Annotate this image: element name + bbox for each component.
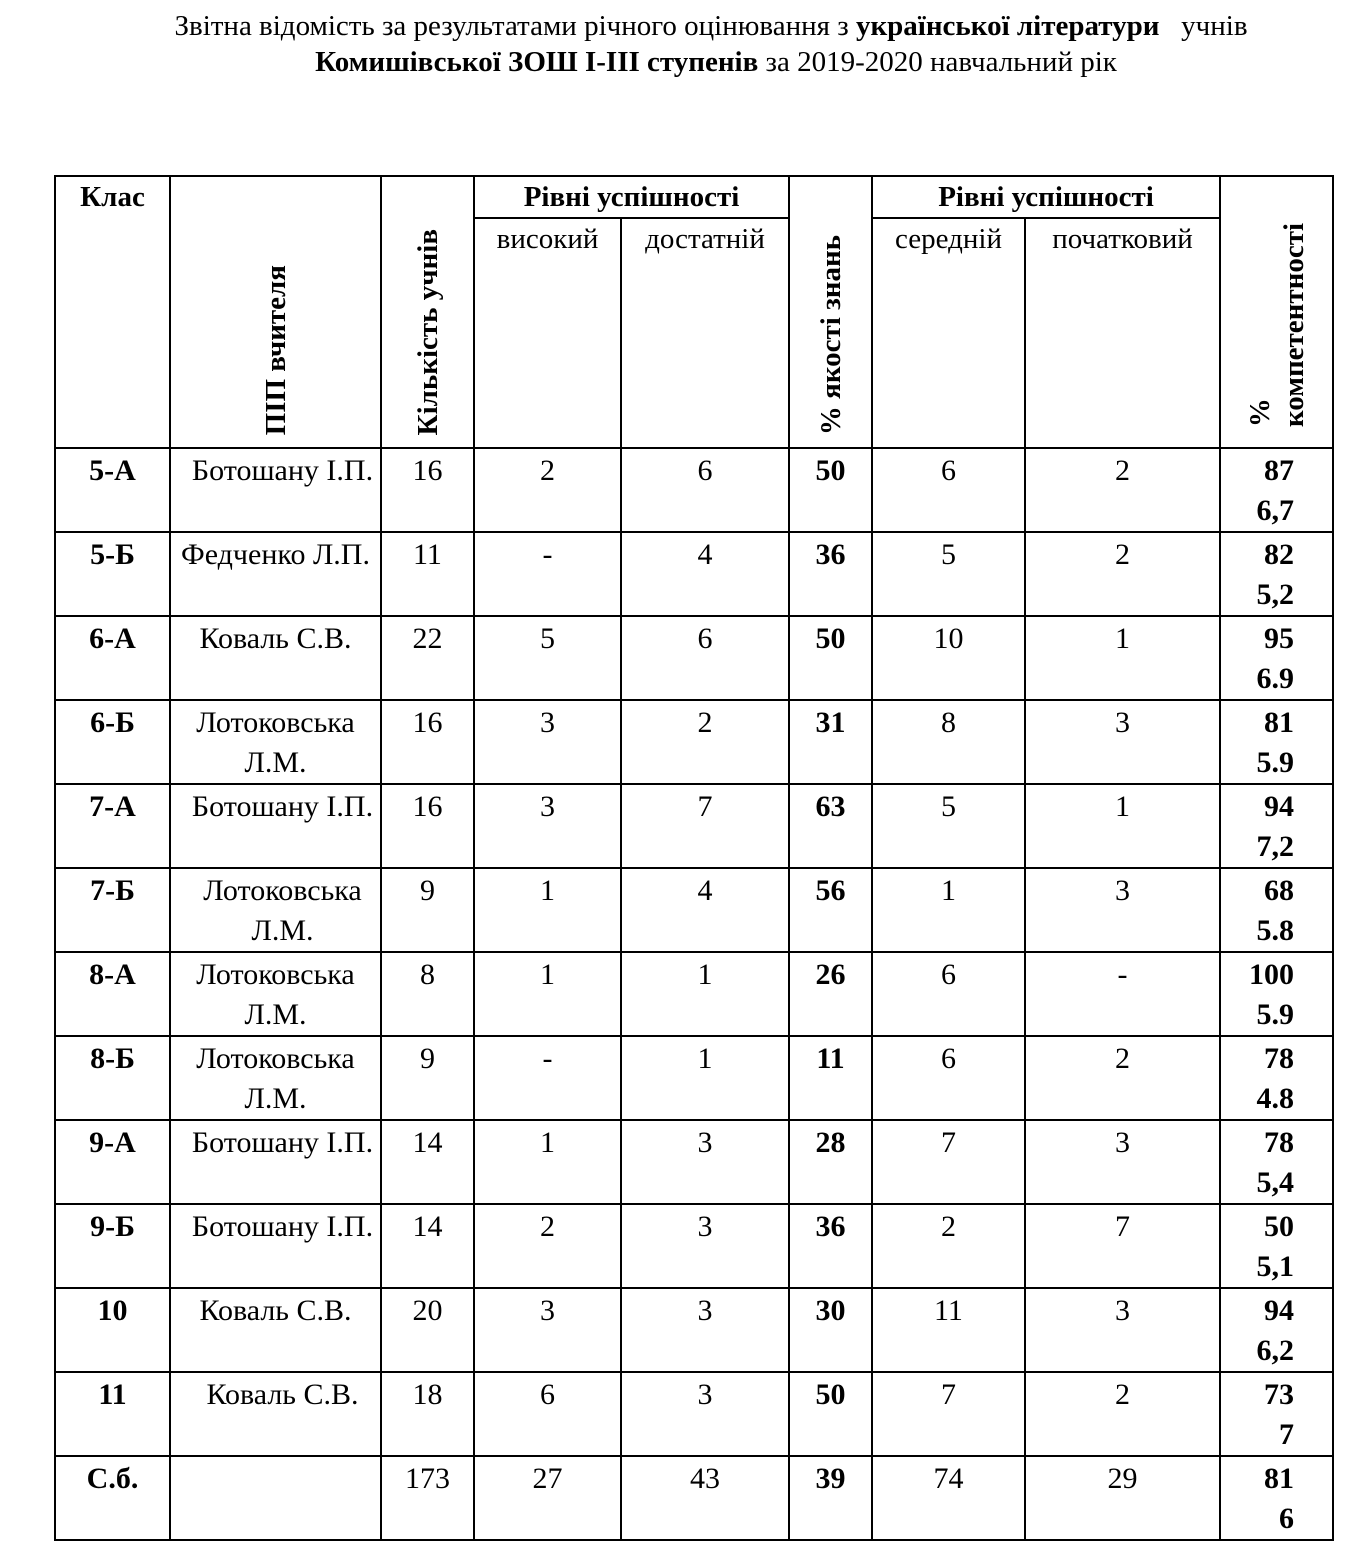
cell-quality: 56: [789, 868, 872, 952]
table-row: [55, 532, 1333, 616]
cell-sufficient: 1: [621, 1036, 789, 1120]
cell-sufficient: 3: [621, 1120, 789, 1204]
cell-sufficient: 7: [621, 784, 789, 868]
cell-class: 7-А: [55, 784, 170, 868]
table-row: [55, 868, 1333, 952]
title-subject: української літератури: [855, 10, 1160, 42]
competence-percent: 68: [1264, 874, 1294, 907]
cell-class: 11: [55, 1372, 170, 1456]
cell-students: 173: [381, 1456, 474, 1540]
cell-competence: [1220, 700, 1333, 784]
title-suffix: учнів: [1159, 10, 1248, 42]
cell-initial: 2: [1025, 448, 1220, 532]
cell-teacher: Коваль С.В.: [170, 1288, 381, 1372]
cell-sufficient: 4: [621, 532, 789, 616]
competence-percent: 78: [1264, 1126, 1294, 1159]
cell-teacher: Лотоковська Л.М.: [170, 1036, 381, 1120]
cell-class: 8-А: [55, 952, 170, 1036]
cell-initial: 1: [1025, 616, 1220, 700]
header-teacher: [170, 176, 381, 448]
table-row: [55, 784, 1333, 868]
cell-students: 16: [381, 784, 474, 868]
competence-percent: 78: [1264, 1042, 1294, 1075]
cell-sufficient: 6: [621, 448, 789, 532]
table-row: [55, 1036, 1333, 1120]
cell-initial: 3: [1025, 1120, 1220, 1204]
cell-initial: 3: [1025, 700, 1220, 784]
cell-high: 3: [474, 700, 621, 784]
title-year: за 2019-2020 навчальний рік: [758, 46, 1117, 78]
cell-initial: 2: [1025, 1036, 1220, 1120]
header-initial: початковий: [1025, 218, 1220, 448]
cell-class: 8-Б: [55, 1036, 170, 1120]
header-students-label: Кількість учнів: [411, 228, 444, 435]
cell-average: 1: [872, 868, 1025, 952]
cell-sufficient: 4: [621, 868, 789, 952]
header-competence-percent: %: [1243, 398, 1276, 427]
cell-average: 2: [872, 1204, 1025, 1288]
cell-sufficient: 1: [621, 952, 789, 1036]
cell-initial: 1: [1025, 784, 1220, 868]
header-students: [381, 176, 474, 448]
cell-quality: 11: [789, 1036, 872, 1120]
cell-class: 6-А: [55, 616, 170, 700]
competence-percent: 82: [1264, 538, 1294, 571]
cell-quality: 36: [789, 1204, 872, 1288]
cell-class: 5-Б: [55, 532, 170, 616]
header-teacher-label: ПІП вчителя: [259, 264, 292, 435]
cell-initial: 3: [1025, 1288, 1220, 1372]
header-average: середній: [872, 218, 1025, 448]
cell-teacher: Ботошану І.П.: [170, 448, 381, 532]
table-row: [55, 1456, 1333, 1540]
cell-high: 2: [474, 448, 621, 532]
cell-sufficient: 2: [621, 700, 789, 784]
title-line-2: [0, 44, 1352, 80]
cell-class: С.б.: [55, 1456, 170, 1540]
cell-students: 18: [381, 1372, 474, 1456]
cell-students: 16: [381, 448, 474, 532]
average-score: 6,7: [1256, 494, 1294, 527]
report-title: [0, 8, 1352, 80]
cell-high: -: [474, 1036, 621, 1120]
cell-average: 5: [872, 532, 1025, 616]
cell-high: 5: [474, 616, 621, 700]
cell-competence: [1220, 868, 1333, 952]
average-score: 7,2: [1256, 830, 1294, 863]
header-competence-word: компетентності: [1277, 222, 1310, 427]
average-score: 5,1: [1256, 1250, 1294, 1283]
cell-teacher: Коваль С.В.: [170, 616, 381, 700]
competence-percent: 100: [1249, 958, 1294, 991]
cell-quality: 39: [789, 1456, 872, 1540]
cell-competence: [1220, 532, 1333, 616]
competence-percent: 94: [1264, 1294, 1294, 1327]
results-table: [54, 175, 1334, 1541]
cell-high: 1: [474, 1120, 621, 1204]
cell-high: 1: [474, 952, 621, 1036]
cell-class: 9-Б: [55, 1204, 170, 1288]
competence-percent: 81: [1264, 1462, 1294, 1495]
cell-high: 3: [474, 1288, 621, 1372]
cell-initial: 2: [1025, 532, 1220, 616]
cell-average: 11: [872, 1288, 1025, 1372]
cell-initial: 29: [1025, 1456, 1220, 1540]
cell-students: 11: [381, 532, 474, 616]
cell-quality: 26: [789, 952, 872, 1036]
cell-competence: [1220, 448, 1333, 532]
header-row-1: [55, 176, 1333, 218]
cell-students: 16: [381, 700, 474, 784]
cell-class: 5-А: [55, 448, 170, 532]
cell-average: 5: [872, 784, 1025, 868]
title-school: Комишівської ЗОШ І-ІІІ ступенів: [315, 46, 759, 78]
cell-quality: 63: [789, 784, 872, 868]
cell-class: 9-А: [55, 1120, 170, 1204]
cell-initial: 2: [1025, 1372, 1220, 1456]
cell-competence: [1220, 1204, 1333, 1288]
cell-students: 20: [381, 1288, 474, 1372]
competence-percent: 87: [1264, 454, 1294, 487]
title-line-1: [0, 8, 1352, 44]
cell-high: 1: [474, 868, 621, 952]
table-row: [55, 700, 1333, 784]
header-high: високий: [474, 218, 621, 448]
cell-students: 14: [381, 1120, 474, 1204]
cell-high: 2: [474, 1204, 621, 1288]
cell-high: 6: [474, 1372, 621, 1456]
header-quality-label: % якості знань: [814, 234, 847, 435]
cell-average: 74: [872, 1456, 1025, 1540]
cell-class: 6-Б: [55, 700, 170, 784]
competence-percent: 95: [1264, 622, 1294, 655]
cell-students: 9: [381, 1036, 474, 1120]
cell-quality: 50: [789, 1372, 872, 1456]
cell-average: 8: [872, 700, 1025, 784]
cell-competence: [1220, 1120, 1333, 1204]
cell-average: 7: [872, 1120, 1025, 1204]
cell-students: 8: [381, 952, 474, 1036]
cell-sufficient: 3: [621, 1372, 789, 1456]
cell-teacher: Лотоковська Л.М.: [170, 700, 381, 784]
average-score: 7: [1279, 1418, 1294, 1451]
cell-high: 3: [474, 784, 621, 868]
cell-competence: [1220, 952, 1333, 1036]
header-levels-2: Рівні успішності: [872, 176, 1220, 218]
title-prefix: Звітна відомість за результатами річного оцінювання з: [174, 10, 856, 42]
header-class: Клас: [55, 176, 170, 448]
cell-students: 9: [381, 868, 474, 952]
cell-competence: [1220, 784, 1333, 868]
table-body: [55, 448, 1333, 1540]
cell-competence: [1220, 1456, 1333, 1540]
cell-quality: 31: [789, 700, 872, 784]
cell-teacher: Ботошану І.П.: [170, 1120, 381, 1204]
average-score: 5.8: [1256, 914, 1294, 947]
cell-sufficient: 6: [621, 616, 789, 700]
average-score: 6: [1279, 1502, 1294, 1535]
cell-teacher: [170, 1456, 381, 1540]
cell-initial: 7: [1025, 1204, 1220, 1288]
cell-teacher: Ботошану І.П.: [170, 784, 381, 868]
cell-high: 27: [474, 1456, 621, 1540]
table-row: [55, 1120, 1333, 1204]
competence-percent: 50: [1264, 1210, 1294, 1243]
average-score: 5.9: [1256, 746, 1294, 779]
cell-average: 6: [872, 448, 1025, 532]
table-row: [55, 448, 1333, 532]
cell-teacher: Лотоковська Л.М.: [170, 952, 381, 1036]
cell-students: 22: [381, 616, 474, 700]
cell-competence: [1220, 1036, 1333, 1120]
cell-initial: -: [1025, 952, 1220, 1036]
cell-teacher: Лотоковська Л.М.: [170, 868, 381, 952]
table-row: [55, 1288, 1333, 1372]
competence-percent: 94: [1264, 790, 1294, 823]
cell-class: 10: [55, 1288, 170, 1372]
cell-teacher: Федченко Л.П.: [170, 532, 381, 616]
cell-quality: 30: [789, 1288, 872, 1372]
header-competence-label: [1243, 223, 1311, 427]
cell-initial: 3: [1025, 868, 1220, 952]
cell-sufficient: 43: [621, 1456, 789, 1540]
cell-average: 7: [872, 1372, 1025, 1456]
header-quality: [789, 176, 872, 448]
cell-average: 10: [872, 616, 1025, 700]
cell-average: 6: [872, 1036, 1025, 1120]
cell-competence: [1220, 1372, 1333, 1456]
average-score: 5.9: [1256, 998, 1294, 1031]
average-score: 6.9: [1256, 662, 1294, 695]
table-row: [55, 1372, 1333, 1456]
table-row: [55, 616, 1333, 700]
cell-sufficient: 3: [621, 1204, 789, 1288]
cell-class: 7-Б: [55, 868, 170, 952]
cell-high: -: [474, 532, 621, 616]
average-score: 5,2: [1256, 578, 1294, 611]
header-sufficient: достатній: [621, 218, 789, 448]
header-levels-1: Рівні успішності: [474, 176, 789, 218]
average-score: 5,4: [1256, 1166, 1294, 1199]
table-row: [55, 1204, 1333, 1288]
cell-teacher: Ботошану І.П.: [170, 1204, 381, 1288]
cell-teacher: Коваль С.В.: [170, 1372, 381, 1456]
cell-competence: [1220, 1288, 1333, 1372]
header-competence: [1220, 176, 1333, 448]
cell-quality: 50: [789, 448, 872, 532]
table-row: [55, 952, 1333, 1036]
cell-quality: 50: [789, 616, 872, 700]
competence-percent: 81: [1264, 706, 1294, 739]
average-score: 4.8: [1256, 1082, 1294, 1115]
cell-quality: 36: [789, 532, 872, 616]
cell-quality: 28: [789, 1120, 872, 1204]
cell-average: 6: [872, 952, 1025, 1036]
cell-students: 14: [381, 1204, 474, 1288]
cell-competence: [1220, 616, 1333, 700]
cell-sufficient: 3: [621, 1288, 789, 1372]
average-score: 6,2: [1256, 1334, 1294, 1367]
competence-percent: 73: [1264, 1378, 1294, 1411]
